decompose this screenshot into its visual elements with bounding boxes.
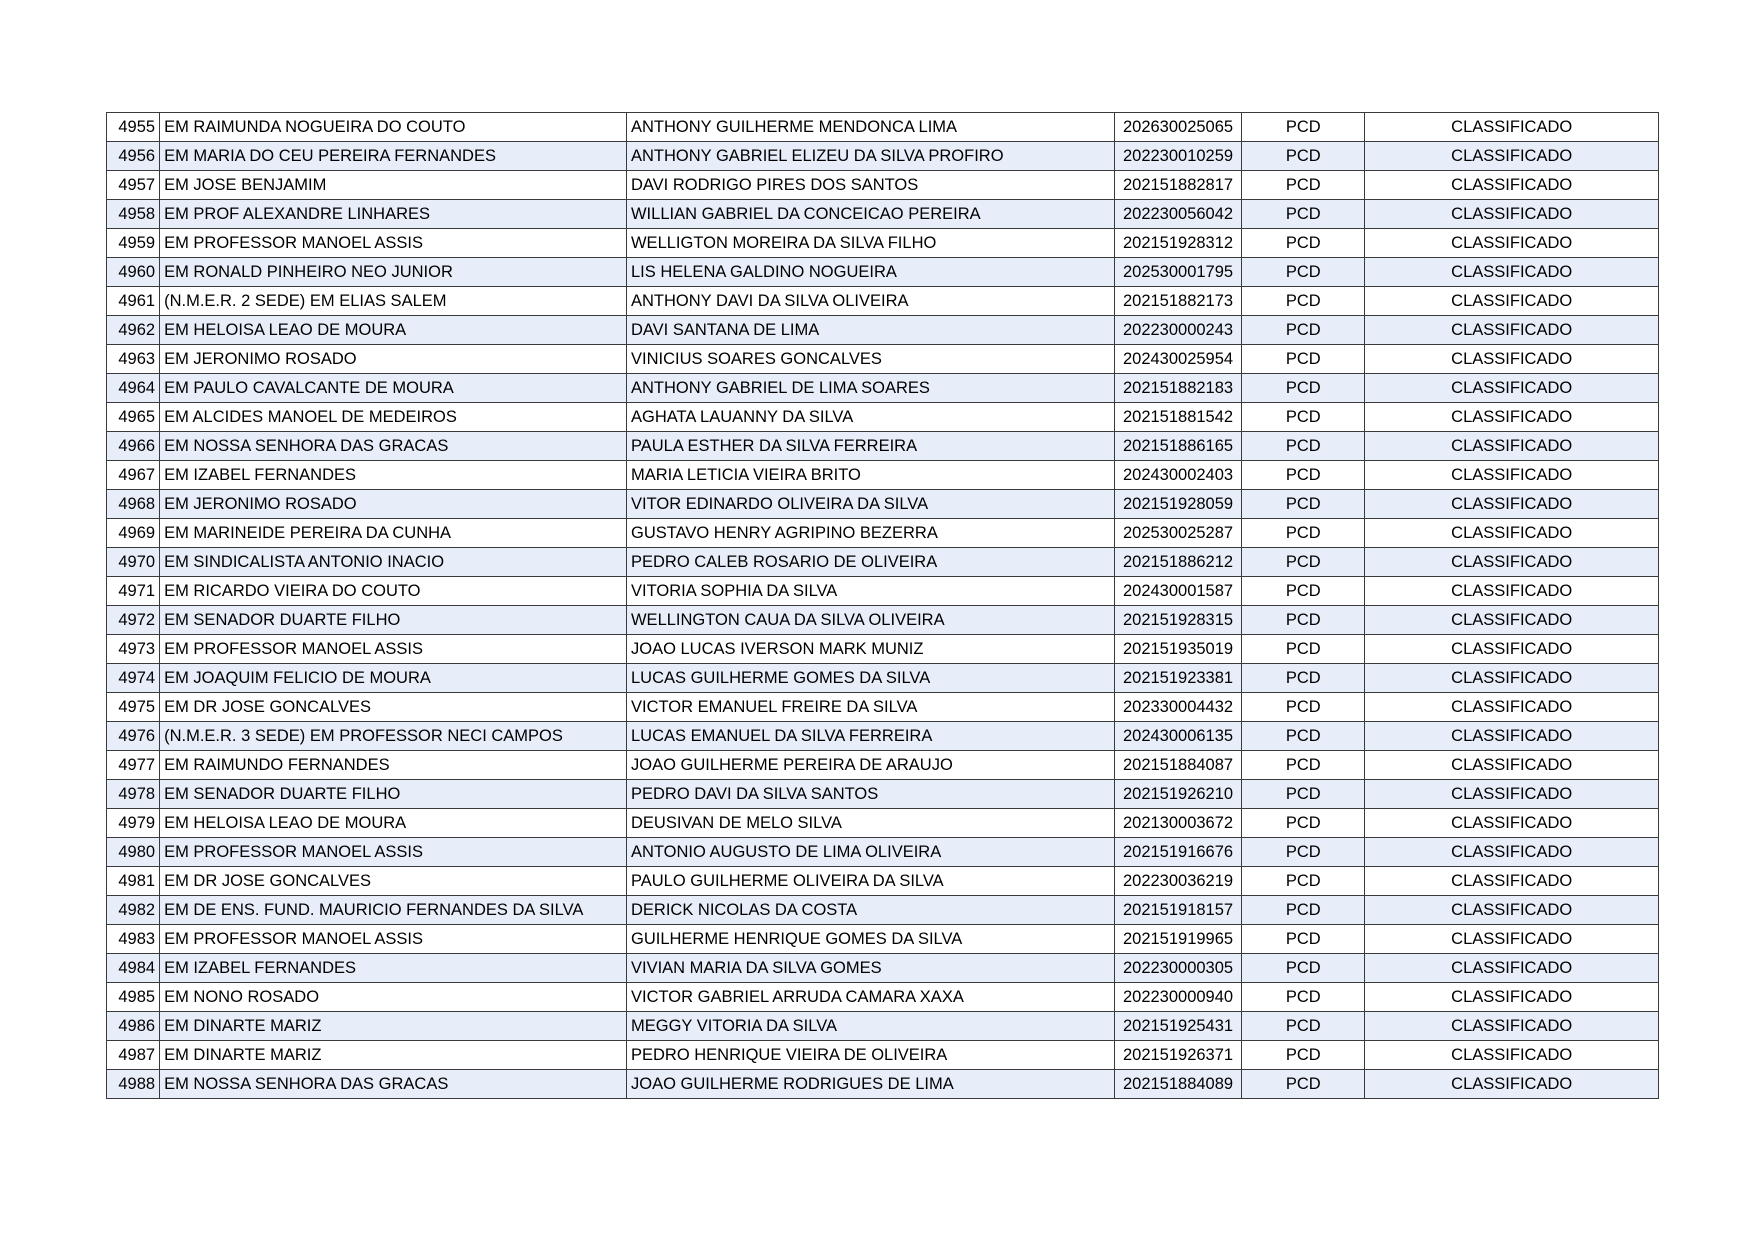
row-number-cell: 4966 <box>107 432 160 461</box>
row-number-cell: 4985 <box>107 983 160 1012</box>
school-cell: EM RAIMUNDO FERNANDES <box>160 751 627 780</box>
student-name-cell: JOAO GUILHERME RODRIGUES DE LIMA <box>626 1070 1114 1099</box>
category-cell: PCD <box>1242 722 1365 751</box>
category-cell: PCD <box>1242 345 1365 374</box>
school-cell: EM PROFESSOR MANOEL ASSIS <box>160 925 627 954</box>
student-name-cell: WELLINGTON CAUA DA SILVA OLIVEIRA <box>626 606 1114 635</box>
student-name-cell: DAVI SANTANA DE LIMA <box>626 316 1114 345</box>
student-name-cell: PEDRO CALEB ROSARIO DE OLIVEIRA <box>626 548 1114 577</box>
row-number-cell: 4965 <box>107 403 160 432</box>
category-cell: PCD <box>1242 200 1365 229</box>
registration-id-cell: 202151884087 <box>1114 751 1241 780</box>
student-name-cell: VITORIA SOPHIA DA SILVA <box>626 577 1114 606</box>
status-cell: CLASSIFICADO <box>1365 954 1659 983</box>
registration-id-cell: 202430001587 <box>1114 577 1241 606</box>
student-name-cell: VICTOR EMANUEL FREIRE DA SILVA <box>626 693 1114 722</box>
category-cell: PCD <box>1242 635 1365 664</box>
status-cell: CLASSIFICADO <box>1365 200 1659 229</box>
row-number-cell: 4963 <box>107 345 160 374</box>
row-number-cell: 4970 <box>107 548 160 577</box>
school-cell: EM PAULO CAVALCANTE DE MOURA <box>160 374 627 403</box>
student-name-cell: LIS HELENA GALDINO NOGUEIRA <box>626 258 1114 287</box>
student-name-cell: PEDRO HENRIQUE VIEIRA DE OLIVEIRA <box>626 1041 1114 1070</box>
category-cell: PCD <box>1242 751 1365 780</box>
student-name-cell: LUCAS GUILHERME GOMES DA SILVA <box>626 664 1114 693</box>
category-cell: PCD <box>1242 1012 1365 1041</box>
student-name-cell: MEGGY VITORIA DA SILVA <box>626 1012 1114 1041</box>
registration-id-cell: 202430002403 <box>1114 461 1241 490</box>
school-cell: EM IZABEL FERNANDES <box>160 461 627 490</box>
category-cell: PCD <box>1242 838 1365 867</box>
registration-id-cell: 202151916676 <box>1114 838 1241 867</box>
school-cell: EM PROFESSOR MANOEL ASSIS <box>160 229 627 258</box>
student-name-cell: ANTHONY GUILHERME MENDONCA LIMA <box>626 113 1114 142</box>
status-cell: CLASSIFICADO <box>1365 316 1659 345</box>
row-number-cell: 4962 <box>107 316 160 345</box>
row-number-cell: 4960 <box>107 258 160 287</box>
category-cell: PCD <box>1242 577 1365 606</box>
school-cell: EM PROFESSOR MANOEL ASSIS <box>160 838 627 867</box>
registration-id-cell: 202151881542 <box>1114 403 1241 432</box>
table-row <box>107 983 1659 1012</box>
table-row <box>107 809 1659 838</box>
school-cell: EM SINDICALISTA ANTONIO INACIO <box>160 548 627 577</box>
registration-id-cell: 202130003672 <box>1114 809 1241 838</box>
student-name-cell: AGHATA LAUANNY DA SILVA <box>626 403 1114 432</box>
category-cell: PCD <box>1242 983 1365 1012</box>
registration-id-cell: 202230010259 <box>1114 142 1241 171</box>
status-cell: CLASSIFICADO <box>1365 113 1659 142</box>
registration-id-cell: 202230000305 <box>1114 954 1241 983</box>
category-cell: PCD <box>1242 258 1365 287</box>
school-cell: EM DE ENS. FUND. MAURICIO FERNANDES DA SILVA <box>160 896 627 925</box>
table-row <box>107 229 1659 258</box>
table-row <box>107 722 1659 751</box>
row-number-cell: 4973 <box>107 635 160 664</box>
row-number-cell: 4968 <box>107 490 160 519</box>
school-cell: EM SENADOR DUARTE FILHO <box>160 780 627 809</box>
row-number-cell: 4956 <box>107 142 160 171</box>
table-row <box>107 403 1659 432</box>
school-cell: EM JERONIMO ROSADO <box>160 490 627 519</box>
status-cell: CLASSIFICADO <box>1365 664 1659 693</box>
table-row <box>107 345 1659 374</box>
table-row <box>107 780 1659 809</box>
student-name-cell: LUCAS EMANUEL DA SILVA FERREIRA <box>626 722 1114 751</box>
status-cell: CLASSIFICADO <box>1365 258 1659 287</box>
row-number-cell: 4967 <box>107 461 160 490</box>
status-cell: CLASSIFICADO <box>1365 809 1659 838</box>
school-cell: EM RAIMUNDA NOGUEIRA DO COUTO <box>160 113 627 142</box>
school-cell: (N.M.E.R. 3 SEDE) EM PROFESSOR NECI CAMPOS <box>160 722 627 751</box>
table-row <box>107 461 1659 490</box>
row-number-cell: 4981 <box>107 867 160 896</box>
student-name-cell: DERICK NICOLAS DA COSTA <box>626 896 1114 925</box>
student-name-cell: GUSTAVO HENRY AGRIPINO BEZERRA <box>626 519 1114 548</box>
table-row <box>107 113 1659 142</box>
table-row <box>107 635 1659 664</box>
status-cell: CLASSIFICADO <box>1365 229 1659 258</box>
registration-id-cell: 202151926371 <box>1114 1041 1241 1070</box>
registration-id-cell: 202151928312 <box>1114 229 1241 258</box>
school-cell: EM DINARTE MARIZ <box>160 1041 627 1070</box>
school-cell: EM DINARTE MARIZ <box>160 1012 627 1041</box>
category-cell: PCD <box>1242 229 1365 258</box>
category-cell: PCD <box>1242 548 1365 577</box>
registration-id-cell: 202430025954 <box>1114 345 1241 374</box>
table-row <box>107 142 1659 171</box>
status-cell: CLASSIFICADO <box>1365 548 1659 577</box>
status-cell: CLASSIFICADO <box>1365 490 1659 519</box>
status-cell: CLASSIFICADO <box>1365 896 1659 925</box>
registration-id-cell: 202151925431 <box>1114 1012 1241 1041</box>
row-number-cell: 4982 <box>107 896 160 925</box>
table-row <box>107 287 1659 316</box>
category-cell: PCD <box>1242 809 1365 838</box>
school-cell: EM NOSSA SENHORA DAS GRACAS <box>160 1070 627 1099</box>
student-name-cell: GUILHERME HENRIQUE GOMES DA SILVA <box>626 925 1114 954</box>
row-number-cell: 4958 <box>107 200 160 229</box>
row-number-cell: 4978 <box>107 780 160 809</box>
registration-id-cell: 202430006135 <box>1114 722 1241 751</box>
student-name-cell: ANTONIO AUGUSTO DE LIMA OLIVEIRA <box>626 838 1114 867</box>
registration-id-cell: 202151886165 <box>1114 432 1241 461</box>
status-cell: CLASSIFICADO <box>1365 345 1659 374</box>
student-name-cell: PAULA ESTHER DA SILVA FERREIRA <box>626 432 1114 461</box>
table-row <box>107 171 1659 200</box>
student-name-cell: VICTOR GABRIEL ARRUDA CAMARA XAXA <box>626 983 1114 1012</box>
row-number-cell: 4984 <box>107 954 160 983</box>
school-cell: EM SENADOR DUARTE FILHO <box>160 606 627 635</box>
status-cell: CLASSIFICADO <box>1365 838 1659 867</box>
student-name-cell: DEUSIVAN DE MELO SILVA <box>626 809 1114 838</box>
status-cell: CLASSIFICADO <box>1365 519 1659 548</box>
status-cell: CLASSIFICADO <box>1365 403 1659 432</box>
registration-id-cell: 202151882173 <box>1114 287 1241 316</box>
status-cell: CLASSIFICADO <box>1365 693 1659 722</box>
registration-id-cell: 202151919965 <box>1114 925 1241 954</box>
registration-id-cell: 202151882183 <box>1114 374 1241 403</box>
category-cell: PCD <box>1242 316 1365 345</box>
row-number-cell: 4979 <box>107 809 160 838</box>
table-row <box>107 925 1659 954</box>
category-cell: PCD <box>1242 142 1365 171</box>
row-number-cell: 4976 <box>107 722 160 751</box>
school-cell: EM DR JOSE GONCALVES <box>160 867 627 896</box>
table-row <box>107 1041 1659 1070</box>
status-cell: CLASSIFICADO <box>1365 461 1659 490</box>
table-row <box>107 548 1659 577</box>
table-row <box>107 1012 1659 1041</box>
registration-id-cell: 202530001795 <box>1114 258 1241 287</box>
school-cell: EM DR JOSE GONCALVES <box>160 693 627 722</box>
status-cell: CLASSIFICADO <box>1365 635 1659 664</box>
category-cell: PCD <box>1242 113 1365 142</box>
school-cell: EM JOAQUIM FELICIO DE MOURA <box>160 664 627 693</box>
category-cell: PCD <box>1242 896 1365 925</box>
row-number-cell: 4983 <box>107 925 160 954</box>
status-cell: CLASSIFICADO <box>1365 1041 1659 1070</box>
school-cell: EM NONO ROSADO <box>160 983 627 1012</box>
status-cell: CLASSIFICADO <box>1365 722 1659 751</box>
category-cell: PCD <box>1242 287 1365 316</box>
status-cell: CLASSIFICADO <box>1365 1070 1659 1099</box>
table-row <box>107 954 1659 983</box>
table-row <box>107 200 1659 229</box>
row-number-cell: 4955 <box>107 113 160 142</box>
registration-id-cell: 202151923381 <box>1114 664 1241 693</box>
category-cell: PCD <box>1242 374 1365 403</box>
school-cell: EM MARIA DO CEU PEREIRA FERNANDES <box>160 142 627 171</box>
row-number-cell: 4986 <box>107 1012 160 1041</box>
row-number-cell: 4971 <box>107 577 160 606</box>
status-cell: CLASSIFICADO <box>1365 983 1659 1012</box>
status-cell: CLASSIFICADO <box>1365 142 1659 171</box>
school-cell: EM RICARDO VIEIRA DO COUTO <box>160 577 627 606</box>
row-number-cell: 4975 <box>107 693 160 722</box>
category-cell: PCD <box>1242 1041 1365 1070</box>
status-cell: CLASSIFICADO <box>1365 1012 1659 1041</box>
school-cell: EM JOSE BENJAMIM <box>160 171 627 200</box>
table-row <box>107 374 1659 403</box>
row-number-cell: 4964 <box>107 374 160 403</box>
row-number-cell: 4980 <box>107 838 160 867</box>
student-name-cell: VITOR EDINARDO OLIVEIRA DA SILVA <box>626 490 1114 519</box>
registration-id-cell: 202151926210 <box>1114 780 1241 809</box>
results-table-body <box>107 113 1659 1099</box>
table-row <box>107 577 1659 606</box>
row-number-cell: 4974 <box>107 664 160 693</box>
school-cell: EM NOSSA SENHORA DAS GRACAS <box>160 432 627 461</box>
student-name-cell: JOAO LUCAS IVERSON MARK MUNIZ <box>626 635 1114 664</box>
registration-id-cell: 202530025287 <box>1114 519 1241 548</box>
registration-id-cell: 202630025065 <box>1114 113 1241 142</box>
table-row <box>107 896 1659 925</box>
student-name-cell: MARIA LETICIA VIEIRA BRITO <box>626 461 1114 490</box>
registration-id-cell: 202151884089 <box>1114 1070 1241 1099</box>
row-number-cell: 4977 <box>107 751 160 780</box>
student-name-cell: ANTHONY DAVI DA SILVA OLIVEIRA <box>626 287 1114 316</box>
category-cell: PCD <box>1242 403 1365 432</box>
table-row <box>107 838 1659 867</box>
student-name-cell: VIVIAN MARIA DA SILVA GOMES <box>626 954 1114 983</box>
category-cell: PCD <box>1242 490 1365 519</box>
school-cell: EM ALCIDES MANOEL DE MEDEIROS <box>160 403 627 432</box>
category-cell: PCD <box>1242 432 1365 461</box>
category-cell: PCD <box>1242 519 1365 548</box>
category-cell: PCD <box>1242 171 1365 200</box>
row-number-cell: 4957 <box>107 171 160 200</box>
row-number-cell: 4988 <box>107 1070 160 1099</box>
category-cell: PCD <box>1242 693 1365 722</box>
school-cell: EM IZABEL FERNANDES <box>160 954 627 983</box>
registration-id-cell: 202230036219 <box>1114 867 1241 896</box>
school-cell: EM HELOISA LEAO DE MOURA <box>160 316 627 345</box>
school-cell: EM PROFESSOR MANOEL ASSIS <box>160 635 627 664</box>
registration-id-cell: 202151935019 <box>1114 635 1241 664</box>
table-row <box>107 751 1659 780</box>
registration-id-cell: 202151928059 <box>1114 490 1241 519</box>
category-cell: PCD <box>1242 925 1365 954</box>
row-number-cell: 4961 <box>107 287 160 316</box>
school-cell: EM HELOISA LEAO DE MOURA <box>160 809 627 838</box>
category-cell: PCD <box>1242 461 1365 490</box>
status-cell: CLASSIFICADO <box>1365 577 1659 606</box>
school-cell: EM MARINEIDE PEREIRA DA CUNHA <box>160 519 627 548</box>
school-cell: EM RONALD PINHEIRO NEO JUNIOR <box>160 258 627 287</box>
table-row <box>107 519 1659 548</box>
student-name-cell: WILLIAN GABRIEL DA CONCEICAO PEREIRA <box>626 200 1114 229</box>
registration-id-cell: 202151886212 <box>1114 548 1241 577</box>
student-name-cell: PAULO GUILHERME OLIVEIRA DA SILVA <box>626 867 1114 896</box>
status-cell: CLASSIFICADO <box>1365 287 1659 316</box>
table-row <box>107 316 1659 345</box>
table-row <box>107 693 1659 722</box>
category-cell: PCD <box>1242 867 1365 896</box>
student-name-cell: PEDRO DAVI DA SILVA SANTOS <box>626 780 1114 809</box>
table-row <box>107 490 1659 519</box>
registration-id-cell: 202230000243 <box>1114 316 1241 345</box>
student-name-cell: VINICIUS SOARES GONCALVES <box>626 345 1114 374</box>
table-row <box>107 1070 1659 1099</box>
registration-id-cell: 202230000940 <box>1114 983 1241 1012</box>
category-cell: PCD <box>1242 954 1365 983</box>
registration-id-cell: 202151882817 <box>1114 171 1241 200</box>
table-row <box>107 258 1659 287</box>
category-cell: PCD <box>1242 606 1365 635</box>
registration-id-cell: 202230056042 <box>1114 200 1241 229</box>
category-cell: PCD <box>1242 780 1365 809</box>
registration-id-cell: 202151918157 <box>1114 896 1241 925</box>
row-number-cell: 4972 <box>107 606 160 635</box>
school-cell: (N.M.E.R. 2 SEDE) EM ELIAS SALEM <box>160 287 627 316</box>
status-cell: CLASSIFICADO <box>1365 606 1659 635</box>
student-name-cell: WELLIGTON MOREIRA DA SILVA FILHO <box>626 229 1114 258</box>
status-cell: CLASSIFICADO <box>1365 171 1659 200</box>
student-name-cell: JOAO GUILHERME PEREIRA DE ARAUJO <box>626 751 1114 780</box>
table-row <box>107 432 1659 461</box>
status-cell: CLASSIFICADO <box>1365 751 1659 780</box>
school-cell: EM PROF ALEXANDRE LINHARES <box>160 200 627 229</box>
status-cell: CLASSIFICADO <box>1365 780 1659 809</box>
results-table <box>106 112 1659 1099</box>
registration-id-cell: 202330004432 <box>1114 693 1241 722</box>
student-name-cell: ANTHONY GABRIEL DE LIMA SOARES <box>626 374 1114 403</box>
status-cell: CLASSIFICADO <box>1365 867 1659 896</box>
status-cell: CLASSIFICADO <box>1365 374 1659 403</box>
table-row <box>107 606 1659 635</box>
registration-id-cell: 202151928315 <box>1114 606 1241 635</box>
category-cell: PCD <box>1242 664 1365 693</box>
category-cell: PCD <box>1242 1070 1365 1099</box>
school-cell: EM JERONIMO ROSADO <box>160 345 627 374</box>
student-name-cell: ANTHONY GABRIEL ELIZEU DA SILVA PROFIRO <box>626 142 1114 171</box>
row-number-cell: 4969 <box>107 519 160 548</box>
student-name-cell: DAVI RODRIGO PIRES DOS SANTOS <box>626 171 1114 200</box>
row-number-cell: 4959 <box>107 229 160 258</box>
status-cell: CLASSIFICADO <box>1365 925 1659 954</box>
row-number-cell: 4987 <box>107 1041 160 1070</box>
status-cell: CLASSIFICADO <box>1365 432 1659 461</box>
table-row <box>107 664 1659 693</box>
table-row <box>107 867 1659 896</box>
